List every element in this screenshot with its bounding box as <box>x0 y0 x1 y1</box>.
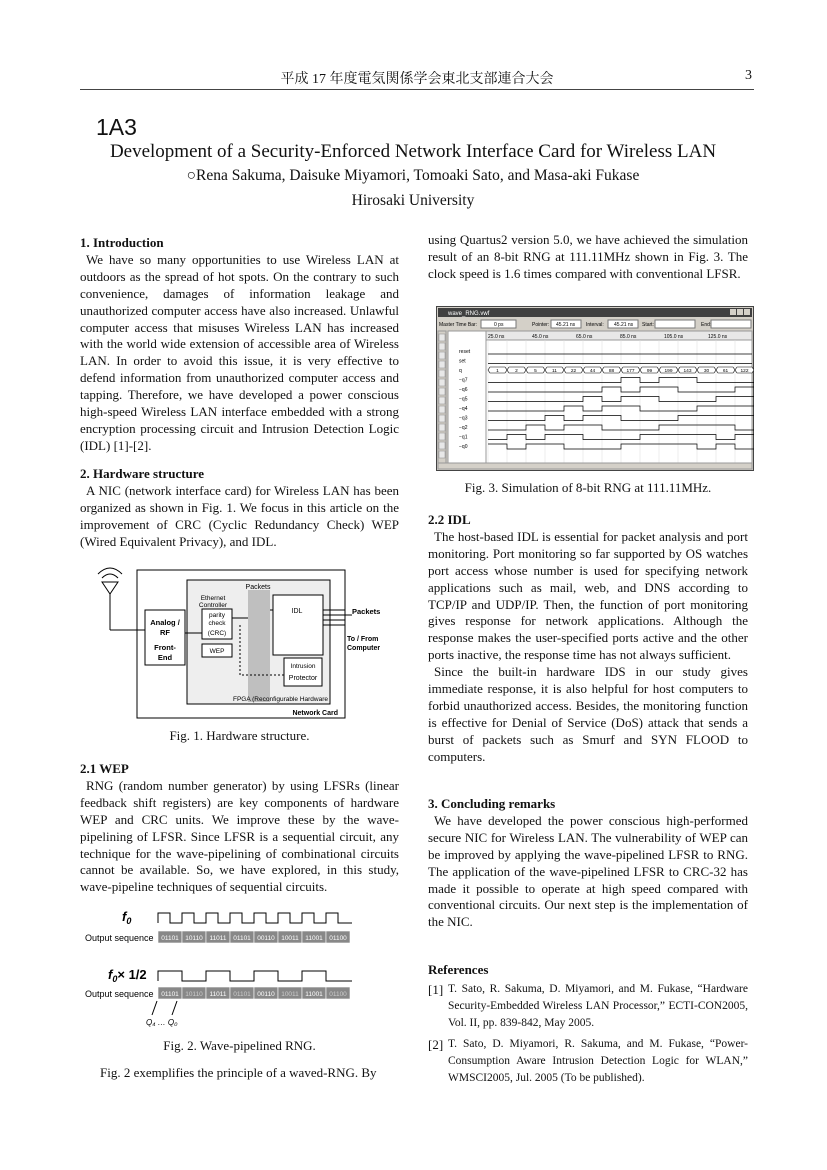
tool-button[interactable] <box>439 352 445 359</box>
end-label: End: <box>701 322 712 328</box>
hardware-heading: 2. Hardware structure <box>80 466 205 481</box>
to-from-label: To / From <box>347 636 379 643</box>
sequence-value: 10011 <box>281 935 299 942</box>
intro-section <box>80 235 399 455</box>
bus-value: 177 <box>626 369 635 374</box>
time-tick: 65.0 ns <box>576 334 593 340</box>
reference-text: T. Sato, D. Miyamori, R. Sakuma, and M. Fukase, “Power-Consumption Aware Intrusion Detection Logic for WLAN,” WMSCI2005, Jul. 2005 (To be published). <box>448 1037 748 1084</box>
sequence-value: 01101 <box>161 935 179 942</box>
bus-value: 199 <box>664 369 673 374</box>
interval-value: 45.21 ns <box>614 322 634 328</box>
ethernet-label: Ethernet <box>200 595 226 602</box>
wep-heading: 2.1 WEP <box>80 761 129 776</box>
sequence-value: 01101 <box>161 991 179 998</box>
computer-label: Computer <box>347 645 381 652</box>
figure-2-caption: Fig. 2. Wave-pipelined RNG. <box>163 1038 316 1053</box>
output-sequence-label-1: Output sequence <box>85 933 154 943</box>
tool-button[interactable] <box>439 334 445 341</box>
bus-value: 2 <box>515 369 518 374</box>
signal-name: −q5 <box>459 396 468 403</box>
sequence-value: 11011 <box>209 935 227 942</box>
sequence-value: 01101 <box>233 991 251 998</box>
tool-button[interactable] <box>439 442 445 449</box>
tool-button[interactable] <box>439 433 445 440</box>
time-tick: 25.0 ns <box>488 334 505 340</box>
output-sequence-1 <box>158 931 350 943</box>
rf-label: RF <box>160 628 170 637</box>
tool-button[interactable] <box>439 415 445 422</box>
right-top-text <box>428 232 748 283</box>
bus-value: 1 <box>496 369 499 374</box>
figure-2-wave-pipelined-rng <box>82 905 382 1030</box>
conclusion-text: We have developed the power conscious high-performed secure NIC for Wireless LAN. The vulnerability of WEP can be improved by applying the wave-pipelined LFSR to RNG. The application of the wave-pipelined LFSR to CRC-32 has made it possible to operate at high speed compared with conventional circuits. Our next step is the implementation of the NIC. <box>428 812 748 930</box>
tool-button[interactable] <box>439 397 445 404</box>
intro-text: We have so many opportunities to use Wireless LAN at outdoors as the spread of hot spots. On the contrary to such convenience, damages of information leakage and unauthorized computer access have also increased. Unlawful computer access that misuses Wireless LAN has increased with the world wide extension of accessible area of Wireless LAN. In order to avoid this issue, it is very effective to defend information from unauthorized computer access and tapping. Therefore, we have developed a power conscious high-speed Wireless LAN interface embedded with a strong encryption processing circuit and Intrusion Detection Logic (IDL) [1]-[2]. <box>80 251 399 453</box>
time-tick: 45.0 ns <box>532 334 549 340</box>
page-number: 3 <box>745 68 752 83</box>
tool-button[interactable] <box>439 343 445 350</box>
paper-authors: ○Rena Sakuma, Daisuke Miyamori, Tomoaki Sato, and Masa-aki Fukase <box>186 167 640 184</box>
clock-waveform-f0-half <box>158 971 352 981</box>
signal-name: −q3 <box>459 415 468 422</box>
figure-3-caption: Fig. 3. Simulation of 8-bit RNG at 111.11MHz. <box>464 480 712 495</box>
packets-right-label: Packets <box>352 607 381 616</box>
sequence-value: 01101 <box>233 935 251 942</box>
idl-text-2: Since the built-in hardware IDS in our study gives immediate response, it is also helpful for host computers to forbid unauthorized access. Besides, the monitoring function is effective for Denial of Service (DoS) attack that sends a burst of packets such as Smurf and SYN FLOOD to computers. <box>428 664 748 764</box>
tool-button[interactable] <box>439 388 445 395</box>
bus-value: 143 <box>683 369 692 374</box>
intro-heading: 1. Introduction <box>80 235 164 250</box>
signal-name: set <box>459 358 466 365</box>
sequence-value: 10110 <box>185 935 203 942</box>
wep-section <box>80 761 399 896</box>
f0-half-label: $f_0\times 1/2$ <box>108 967 147 984</box>
maximize-icon[interactable] <box>737 309 743 315</box>
paper-affiliation: Hirosaki University <box>351 192 475 209</box>
page-header <box>80 68 754 90</box>
hardware-section <box>80 466 399 551</box>
close-icon[interactable] <box>744 309 750 315</box>
bus-value: 122 <box>740 369 749 374</box>
minimize-icon[interactable] <box>730 309 736 315</box>
idl-section <box>428 512 748 766</box>
f0-label: $f_0$ <box>122 909 132 926</box>
time-tick: 125.0 ns <box>708 334 728 340</box>
time-tick: 105.0 ns <box>664 334 684 340</box>
figure-1-hardware-diagram <box>90 560 395 725</box>
bus-value: 44 <box>589 369 596 374</box>
horizontal-scrollbar[interactable] <box>438 463 752 469</box>
window-controls[interactable] <box>730 309 750 315</box>
tool-button[interactable] <box>439 406 445 413</box>
conclusion-heading: 3. Concluding remarks <box>428 796 556 811</box>
signal-name: reset <box>459 349 471 355</box>
references-heading: References <box>428 962 489 977</box>
end-label: End <box>157 653 173 662</box>
reference-number: [2] <box>428 1036 444 1052</box>
master-time-bar-label: Master Time Bar: <box>439 322 478 328</box>
time-tick: 85.0 ns <box>620 334 637 340</box>
fig2-followup-text: Fig. 2 exemplifies the principle of a waved-RNG. By <box>100 1065 377 1080</box>
master-time-bar-value: 0 ps <box>494 322 504 328</box>
conference-name: 平成 17 年度電気関係学会東北支部連合大会 <box>280 72 554 87</box>
signal-name: −q2 <box>459 425 468 431</box>
q-range-label: Q₄ … Q₀ <box>146 1018 178 1027</box>
fpga-label: FPGA (Reconfigurable Hardware <box>232 696 328 703</box>
end-field[interactable] <box>711 320 751 328</box>
controller-label: Controller <box>198 602 228 609</box>
figure-1-caption: Fig. 1. Hardware structure. <box>169 728 310 743</box>
idl-label: IDL <box>291 608 303 615</box>
signal-name: q <box>459 368 462 374</box>
analog-label: Analog / <box>150 618 180 627</box>
bus-value: 22 <box>570 369 577 374</box>
intrusion-label: Intrusion <box>290 663 316 670</box>
sequence-value: 11001 <box>305 935 323 942</box>
parity-label: parity <box>209 612 225 619</box>
wep-text: RNG (random number generator) by using LFSRs (linear feedback shift registers) are key components of hardware WEP and CRC units. We improve these by the wave-pipelining of LFSR. Since LFSR is a sequential circuit, any technique for the wave-pipelining of combinational circuits cannot be available. So, we have explored, in this study, wave-pipeline techniques of sequential circuits. <box>80 777 399 895</box>
packets-top-label: Packets <box>245 584 271 591</box>
sequence-value: 10011 <box>281 991 299 998</box>
sequence-value: 01100 <box>329 991 347 998</box>
interval-label: Interval: <box>586 322 604 328</box>
bus-value: 11 <box>552 369 557 374</box>
output-sequence-2 <box>158 987 350 999</box>
bus-value: 88 <box>608 369 615 374</box>
start-label: Start: <box>642 322 654 328</box>
sequence-value: 10110 <box>185 991 203 998</box>
bus-value: 99 <box>646 369 653 374</box>
sequence-value: 01100 <box>329 935 347 942</box>
simulation-text: using Quartus2 version 5.0, we have achieved the simulation result of an 8-bit RNG at 111.11MHz shown in Fig. 3. The clock speed is 1.6 times compared with conventional LFSR. <box>428 232 748 281</box>
sequence-value: 00110 <box>257 991 275 998</box>
tool-button[interactable] <box>439 424 445 431</box>
sequence-value: 11001 <box>305 991 323 998</box>
start-field[interactable] <box>655 320 695 328</box>
idl-text-1: The host-based IDL is essential for packet analysis and port monitoring. Port monitoring so far supported by OS watches port access whose number is used for specifying network applications such as mail, web, and DNS according to TCP/IP and UDP/IP. Then, the function of port monitoring gives response for network applications. Although the response makes the user-specified ports active and the other ports inactive, the response time has not always sufficient. <box>428 528 748 663</box>
tool-button[interactable] <box>439 379 445 386</box>
reference-1 <box>428 981 748 1032</box>
front-label: Front- <box>154 643 176 652</box>
signal-name: −q1 <box>459 434 468 441</box>
reference-2 <box>428 1036 748 1087</box>
antenna-icon <box>98 568 145 630</box>
paper-code: 1A3 <box>96 114 137 140</box>
signal-name: −q7 <box>459 377 468 384</box>
bus-value: 5 <box>534 369 537 374</box>
sequence-value: 00110 <box>257 935 275 942</box>
figure-3-simulation-window <box>436 306 754 471</box>
wep-label: WEP <box>209 648 225 655</box>
reference-number: [1] <box>428 981 444 997</box>
network-card-label: Network Card <box>292 710 338 717</box>
idl-heading: 2.2 IDL <box>428 512 471 527</box>
clock-waveform-f0 <box>158 913 352 923</box>
references-section <box>428 962 748 1087</box>
hardware-text: A NIC (network interface card) for Wireless LAN has been organized as shown in Fig. 1. We focus in this article on the improvement of CRC (Cyclic Redundancy Check) WEP (Wired Equivalent Privacy), and IDL. <box>80 482 399 549</box>
conclusion-section <box>428 796 748 931</box>
tool-button[interactable] <box>439 370 445 377</box>
pointer-label: Pointer: <box>532 322 550 328</box>
pointer-value: 45.21 ns <box>556 322 576 328</box>
bus-value: 30 <box>703 369 710 374</box>
signal-name: −q6 <box>459 387 468 393</box>
paper-title: Development of a Security-Enforced Network Interface Card for Wireless LAN <box>109 141 717 162</box>
protector-label: Protector <box>288 675 318 682</box>
check-label: check <box>208 620 226 627</box>
tool-button[interactable] <box>439 451 445 458</box>
window-title: wave_RNG.vwf <box>448 311 490 317</box>
signal-name: −q0 <box>459 444 468 450</box>
sequence-value: 11011 <box>209 991 227 998</box>
crc-label: (CRC) <box>207 630 227 637</box>
bus-value: 61 <box>722 369 729 374</box>
reference-text: T. Sato, R. Sakuma, D. Miyamori, and M. Fukase, “Hardware Security-Embedded Wireless LAN Processor,” ECTI-CON2005, Vol. II, pp. 839-842, May 2005. <box>448 982 748 1029</box>
figure-2-followup <box>80 1065 399 1082</box>
output-sequence-label-2: Output sequence <box>85 989 154 999</box>
signal-name: −q4 <box>459 406 468 412</box>
tool-button[interactable] <box>439 361 445 368</box>
